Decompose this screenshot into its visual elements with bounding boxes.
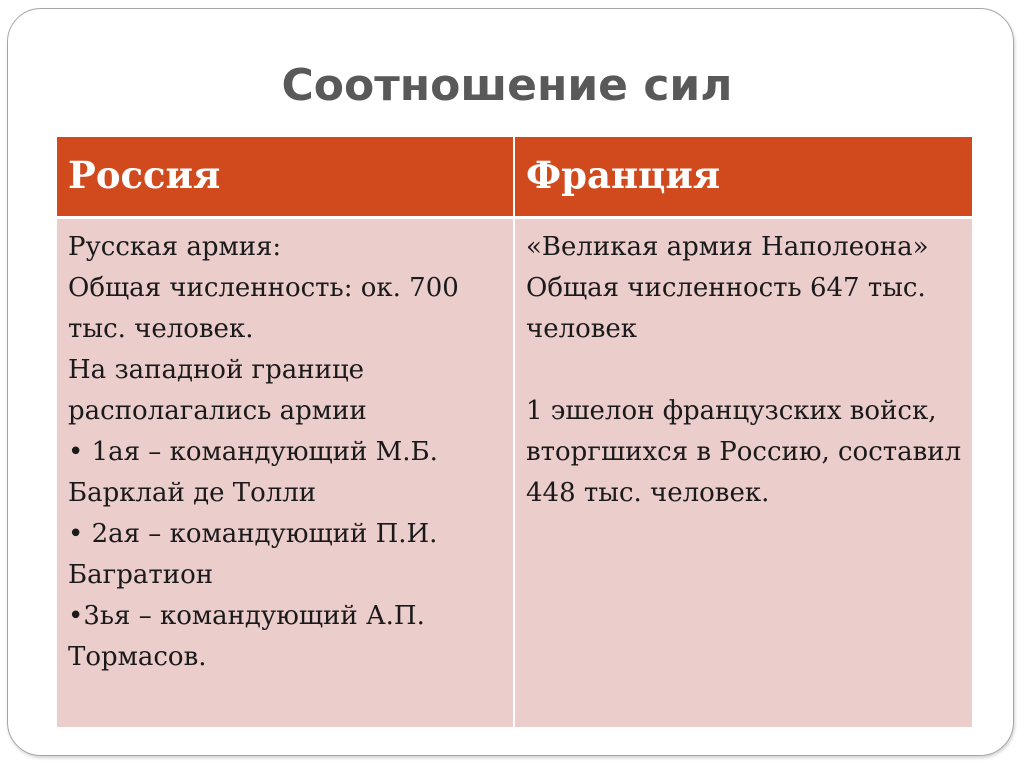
header-russia: Россия	[57, 137, 514, 219]
cell-france: «Великая армия Наполеона» Общая численность 647 тыс. человек 1 эшелон французских войск, вторгшихся в Россию, составил 448 тыс. человек.	[514, 219, 972, 727]
header-france: Франция	[514, 137, 972, 219]
cell-russia: Русская армия: Общая численность: ок. 700 тыс. человек. На западной границе располагались армии • 1ая – командующий М.Б. Барклай де Толли • 2ая – командующий П.И. Багратион •3ья – командующий А.П. Тормасов.	[57, 219, 514, 727]
comparison-table	[57, 137, 972, 727]
slide-title: Соотношение сил	[281, 60, 733, 111]
